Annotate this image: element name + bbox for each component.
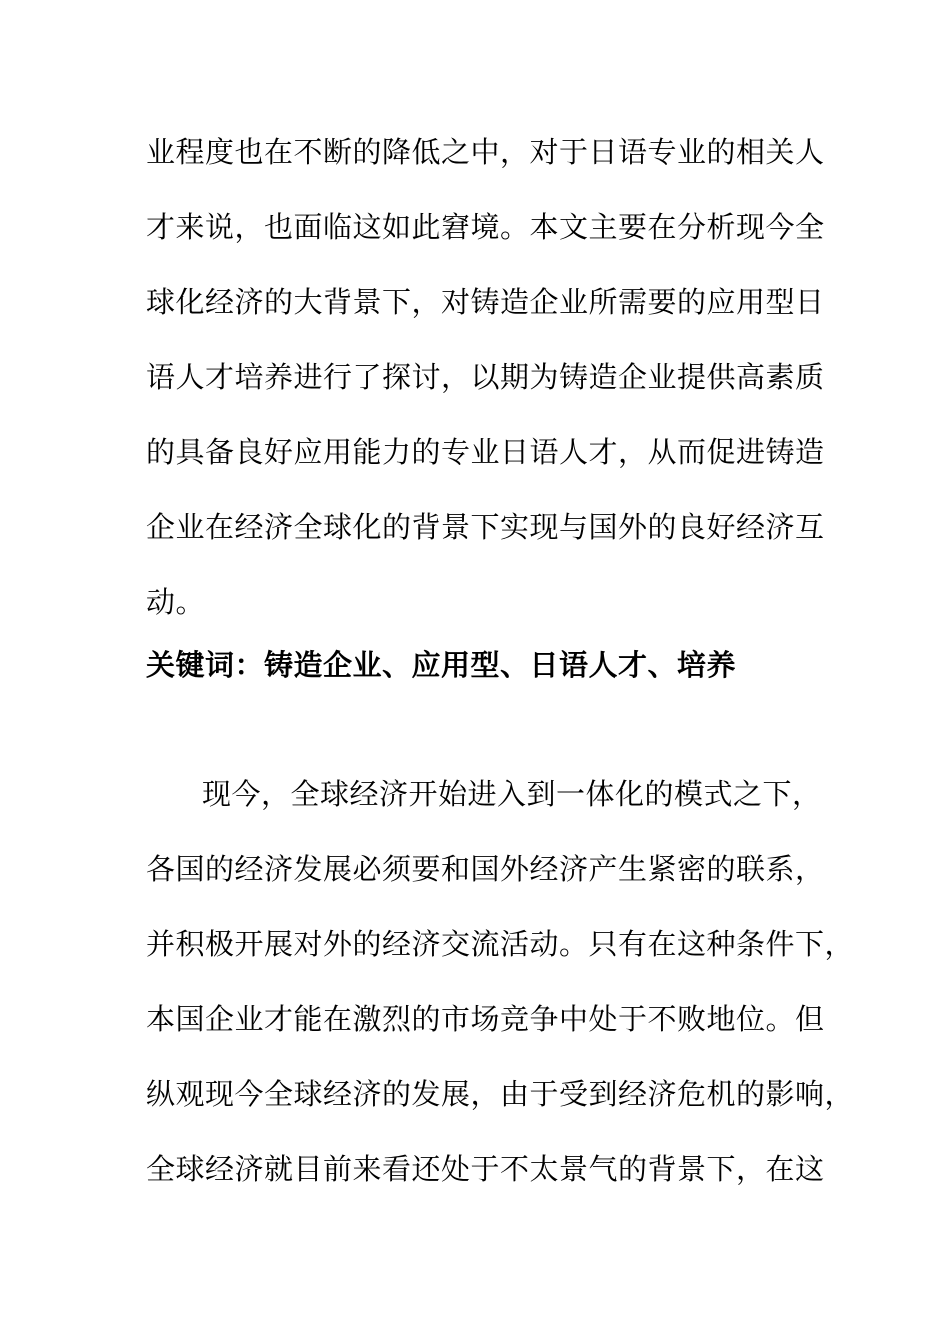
body-line-4: 本国企业才能在激烈的市场竞争中处于不败地位。但	[146, 1002, 825, 1036]
body-line-5: 纵观现今全球经济的发展，由于受到经济危机的影响，	[146, 1077, 855, 1111]
abstract-line-6: 企业在经济全球化的背景下实现与国外的良好经济互	[146, 510, 825, 544]
body-line-1: 现今，全球经济开始进入到一体化的模式之下，	[202, 777, 822, 811]
abstract-line-4: 语人才培养进行了探讨，以期为铸造企业提供高素质	[146, 360, 825, 394]
body-line-6: 全球经济就目前来看还处于不太景气的背景下，在这	[146, 1152, 825, 1186]
body-line-3: 并积极开展对外的经济交流活动。只有在这种条件下，	[146, 927, 855, 961]
abstract-line-2: 才来说，也面临这如此窘境。本文主要在分析现今全	[146, 210, 825, 244]
keywords-line: 关键词：铸造企业、应用型、日语人才、培养	[146, 648, 737, 682]
abstract-line-3: 球化经济的大背景下，对铸造企业所需要的应用型日	[146, 285, 825, 319]
abstract-line-5: 的具备良好应用能力的专业日语人才，从而促进铸造	[146, 435, 825, 469]
abstract-line-7: 动。	[146, 585, 206, 619]
abstract-line-1: 业程度也在不断的降低之中，对于日语专业的相关人	[146, 135, 825, 169]
body-line-2: 各国的经济发展必须要和国外经济产生紧密的联系，	[146, 852, 825, 886]
